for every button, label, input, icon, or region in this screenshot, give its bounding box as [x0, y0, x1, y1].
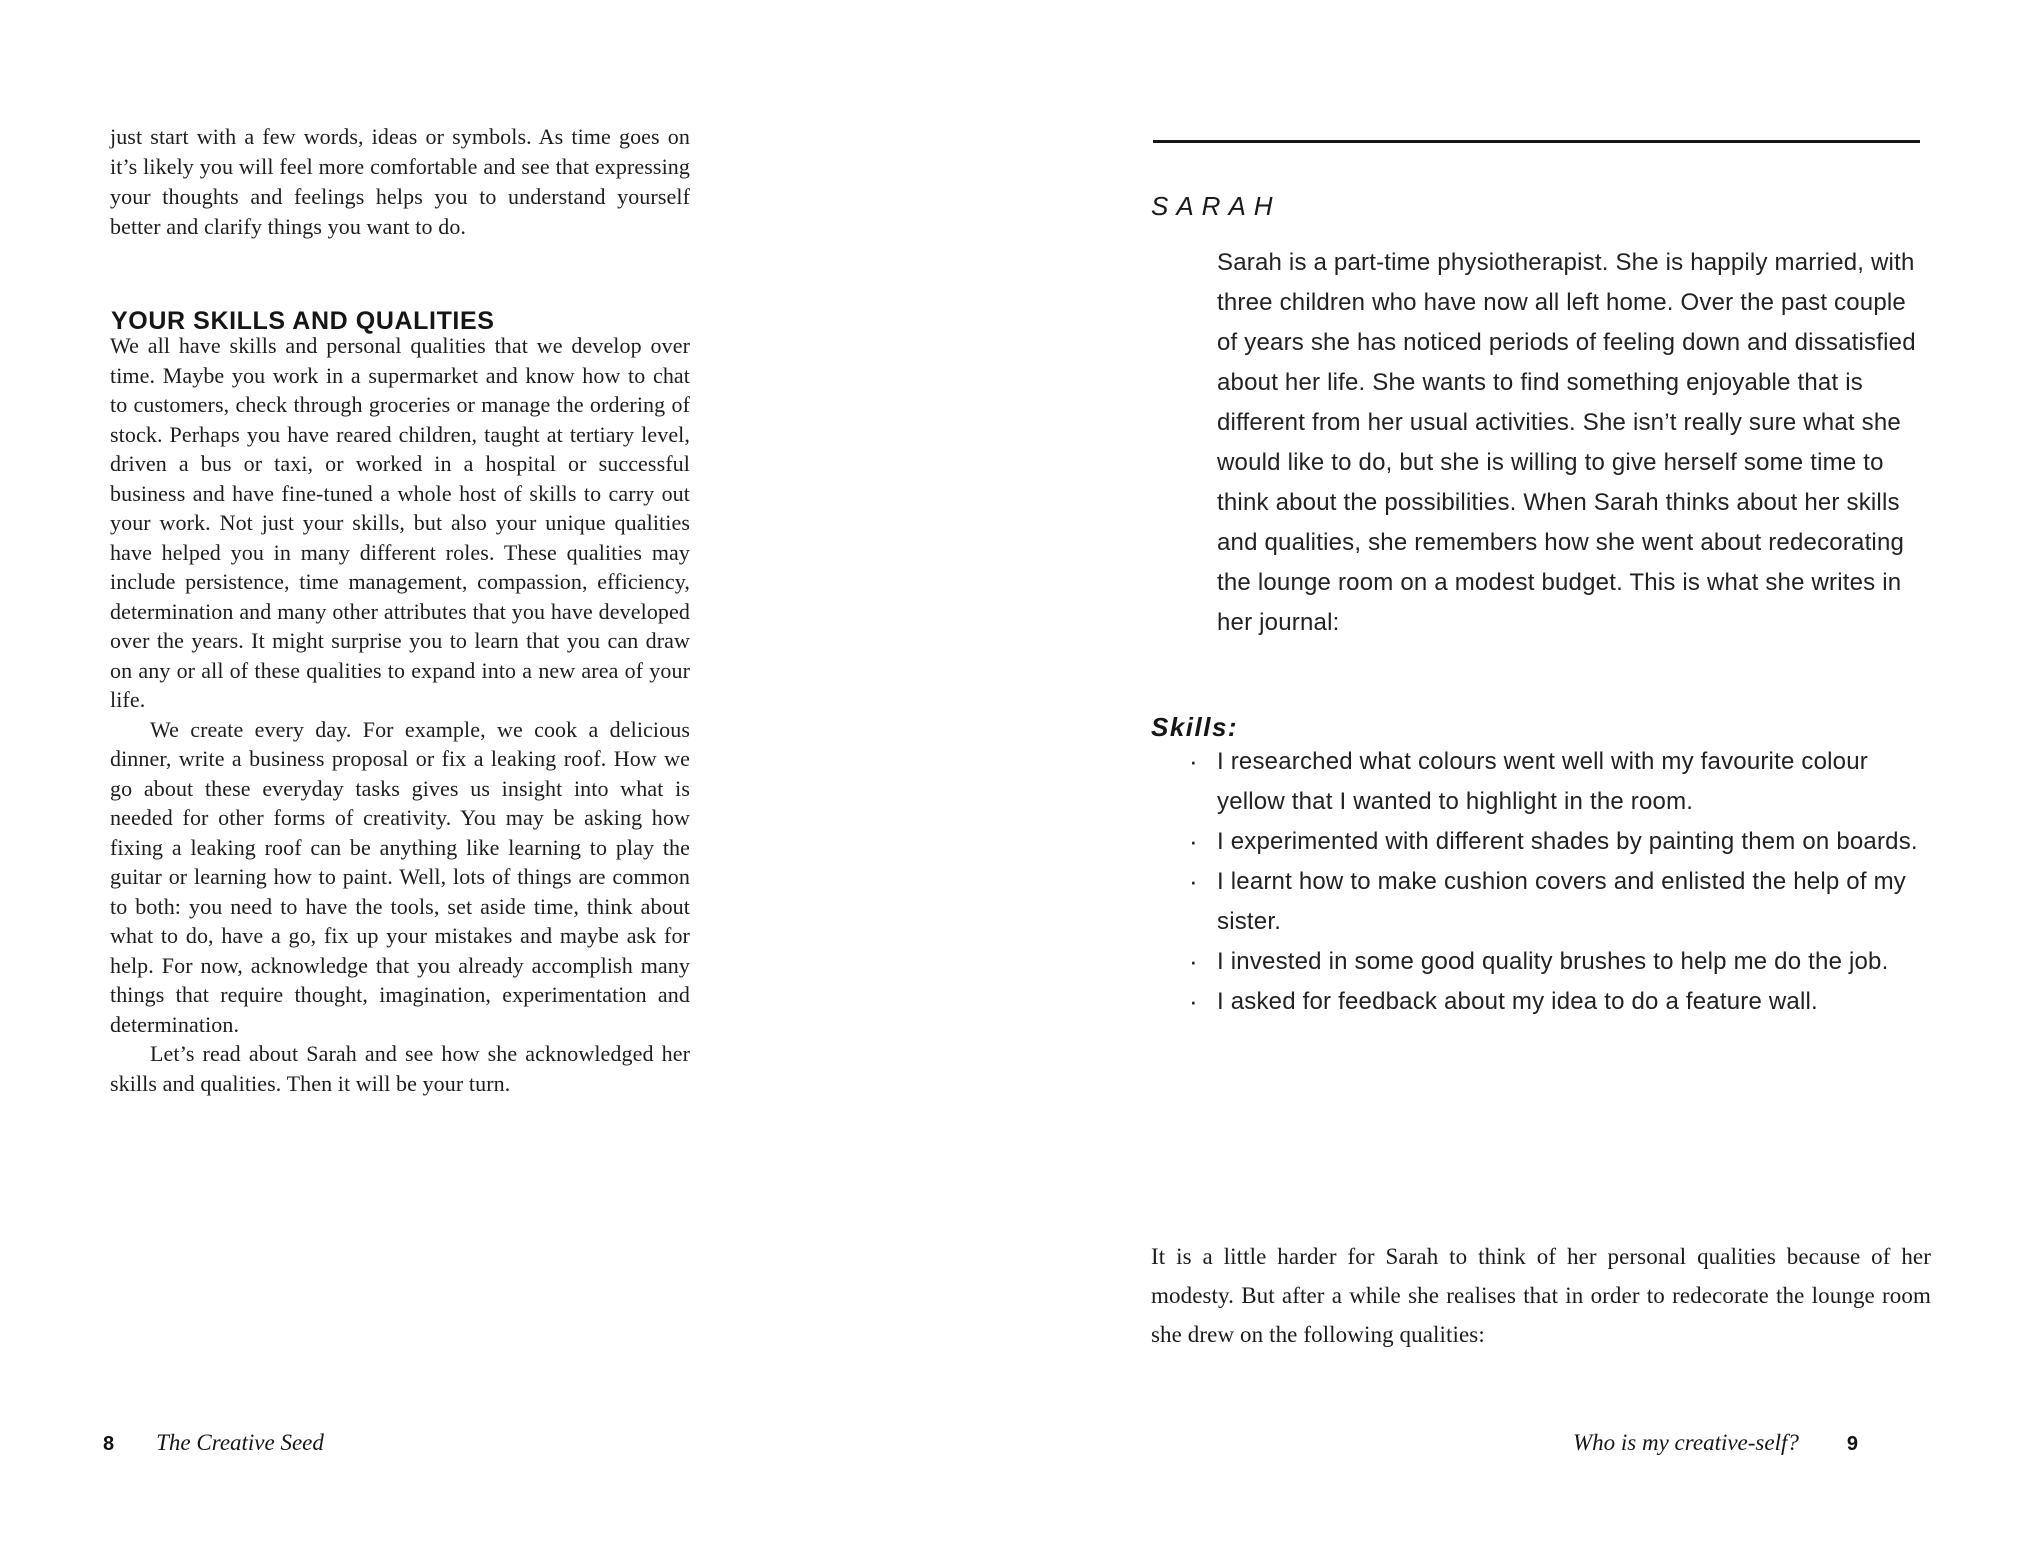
page-number: 8: [103, 1433, 115, 1455]
list-item-text: I researched what colours went well with my favourite colour yellow that I wanted to highlight in the room.: [1217, 748, 1868, 815]
list-item-text: I learnt how to make cushion covers and enlisted the help of my sister.: [1217, 868, 1906, 935]
bullet-icon: ·: [1189, 946, 1198, 976]
bullet-icon: ·: [1189, 986, 1198, 1016]
list-item: [1153, 942, 1933, 982]
list-item: [1153, 742, 1933, 822]
body-paragraph: We create every day. For example, we cook a delicious dinner, write a business proposal or fix a leaking roof. How we go about these everyday tasks gives us insight into what is needed for other forms of creativity. You may be asking how fixing a leaking roof can be anything like learning to play the guitar or learning how to paint. Well, lots of things are common to both: you need to have the tools, set aside time, think about what to do, have a go, fix up your mistakes and maybe ask for help. For now, acknowledge that you already accomplish many things that require thought, imagination, experimentation and determination.: [110, 716, 690, 1037]
section-heading: YOUR SKILLS AND QUALITIES: [111, 306, 495, 335]
closing-paragraph: It is a little harder for Sarah to think of her personal qualities because of her modesty. But after a while she realises that in order to redecorate the lounge room she drew on the following qualities:: [1151, 1244, 1931, 1347]
list-item-text: I experimented with different shades by painting them on boards.: [1217, 828, 1918, 855]
case-study-heading: SARAH: [1151, 190, 1281, 221]
page-footer-left: [103, 1430, 324, 1456]
skills-heading: Skills:: [1151, 712, 1239, 742]
page-footer-right: [1150, 1430, 1928, 1456]
chapter-title: Who is my creative-self?: [1572, 1430, 1799, 1455]
list-item-text: I asked for feedback about my idea to do a feature wall.: [1217, 988, 1818, 1015]
list-item-text: I invested in some good quality brushes to help me do the job.: [1217, 948, 1889, 975]
list-item: [1153, 862, 1933, 942]
intro-paragraph: just start with a few words, ideas or symbols. As time goes on it’s likely you will feel more comfortable and see that expressing your thoughts and feelings helps you to understand yourself better and clarify things you want to do.: [110, 124, 690, 239]
list-item: [1153, 822, 1933, 862]
bullet-icon: ·: [1189, 826, 1198, 856]
book-title: The Creative Seed: [156, 1430, 324, 1455]
body-paragraph: We all have skills and personal qualities that we develop over time. Maybe you work in a supermarket and know how to chat to customers, check through groceries or manage the ordering of stock. Perhaps you have reared children, taught at tertiary level, driven a bus or taxi, or worked in a hospital or successful business and have fine-tuned a whole host of skills to carry out your work. Not just your skills, but also your unique qualities have helped you in many different roles. These qualities may include persistence, time management, compassion, efficiency, determination and many other attributes that you have developed over the years. It might surprise you to learn that you can draw on any or all of these qualities to expand into a new area of your life.: [110, 333, 690, 712]
bullet-icon: ·: [1189, 746, 1198, 776]
body-paragraph: Let’s read about Sarah and see how she acknowledged her skills and qualities. Then it will be your turn.: [110, 1041, 690, 1096]
case-study-paragraph: Sarah is a part-time physiotherapist. She is happily married, with three children who have now all left home. Over the past couple of years she has noticed periods of feeling down and dissatisfied about her life. She wants to find something enjoyable that is different from her usual activities. She isn’t really sure what she would like to do, but she is willing to give herself some time to think about the possibilities. When Sarah thinks about her skills and qualities, she remembers how she went about redecorating the lounge room on a modest budget. This is what she writes in her journal:: [1217, 249, 1916, 636]
bullet-icon: ·: [1189, 866, 1198, 896]
skills-list: [1153, 742, 1933, 1022]
left-body-text: [110, 331, 690, 1098]
list-item: [1153, 982, 1933, 1022]
page-number: 9: [1846, 1433, 1858, 1455]
divider-rule: [1153, 140, 1920, 143]
